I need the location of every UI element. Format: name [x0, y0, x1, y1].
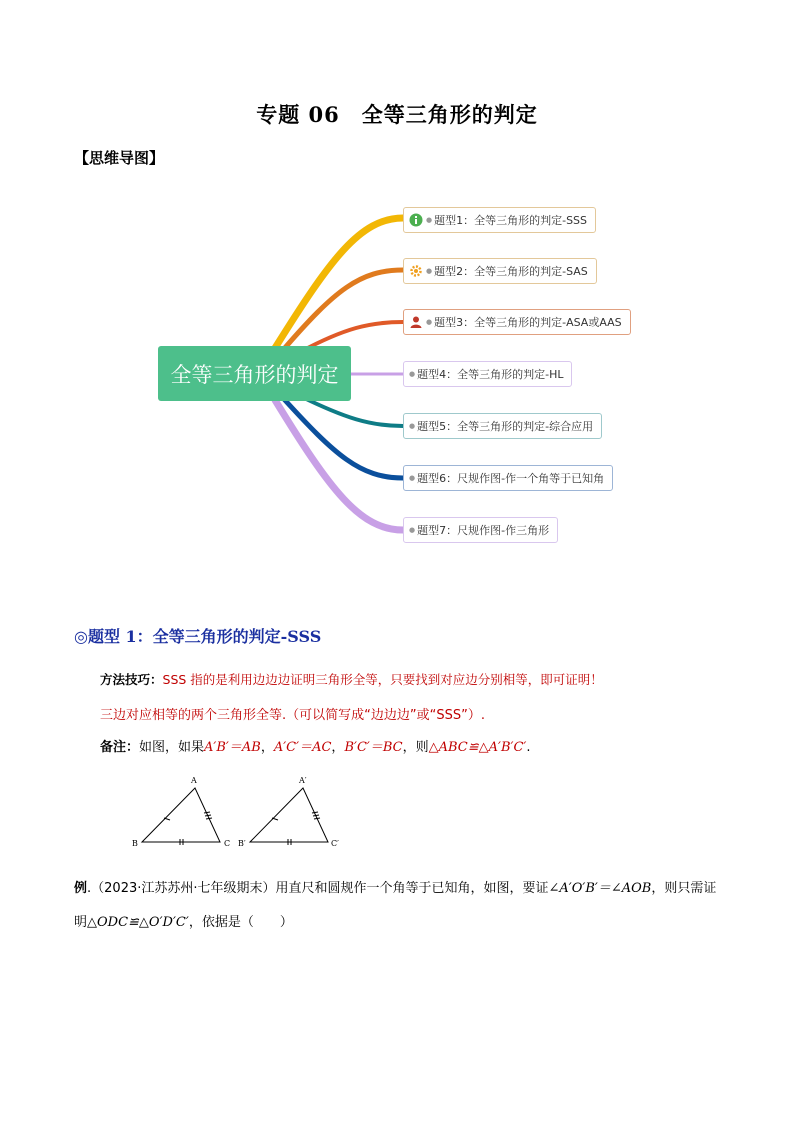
- triangles-figure: [120, 770, 360, 855]
- method-tip: [100, 670, 603, 688]
- gear-icon: [409, 264, 423, 278]
- connector-1: [275, 218, 403, 348]
- method-label: 方法技巧：: [100, 672, 163, 687]
- type1-heading: ◎题型 1：全等三角形的判定-SSS: [74, 627, 322, 646]
- mindmap-branch-3: ● 题型3：全等三角形的判定-ASA或AAS: [403, 309, 631, 335]
- sss-rule: 三边对应相等的两个三角形全等.（可以简写成“边边边”或“SSS”）.: [100, 708, 485, 723]
- mindmap-center-node: 全等三角形的判定: [158, 346, 351, 401]
- mindmap-branch-5: ● 题型5：全等三角形的判定-综合应用: [403, 413, 602, 439]
- vertex-a-prime: A′: [299, 776, 307, 785]
- mindmap-branch-7: ● 题型7：尺规作图-作三角形: [403, 517, 558, 543]
- document-title: 专题 06 全等三角形的判定: [256, 102, 538, 127]
- mindmap-branch-1: ● 题型1：全等三角形的判定-SSS: [403, 207, 596, 233]
- triangle-abc-prime: [238, 776, 339, 848]
- method-text: SSS 指的是利用边边边证明三角形全等，只要找到对应边分别相等，即可证明！: [162, 672, 603, 687]
- note-line: 备注：如图，如果A′B′＝AB，A′C′＝AC，B′C′＝BC，则△ABC≌△A′B′C′.: [100, 740, 531, 755]
- mindmap-branch-2: ● 题型2：全等三角形的判定-SAS: [403, 258, 597, 284]
- vertex-a: A: [191, 776, 197, 785]
- info-icon: [409, 213, 423, 227]
- person-icon: [409, 315, 423, 329]
- example-label: 例: [74, 881, 88, 896]
- mindmap-branch-4: ● 题型4：全等三角形的判定-HL: [403, 361, 572, 387]
- mindmap-branch-6: ● 题型6：尺规作图-作一个角等于已知角: [403, 465, 613, 491]
- triangle-abc: [132, 776, 230, 848]
- vertex-c: C: [224, 839, 231, 848]
- vertex-c-prime: C′: [331, 839, 339, 848]
- connector-7: [275, 400, 403, 530]
- note-label: 备注：: [100, 740, 140, 755]
- vertex-b: B: [132, 839, 138, 848]
- vertex-b-prime: B′: [238, 839, 246, 848]
- example-problem: 例.（2023·江苏苏州·七年级期末）用直尺和圆规作一个角等于已知角，如图，要证∠A′O′B′＝∠AOB，则只需证明△ODC≌△O′D′C′，依据是（ ）: [74, 881, 717, 930]
- mindmap-section-label: 【思维导图】: [74, 149, 165, 167]
